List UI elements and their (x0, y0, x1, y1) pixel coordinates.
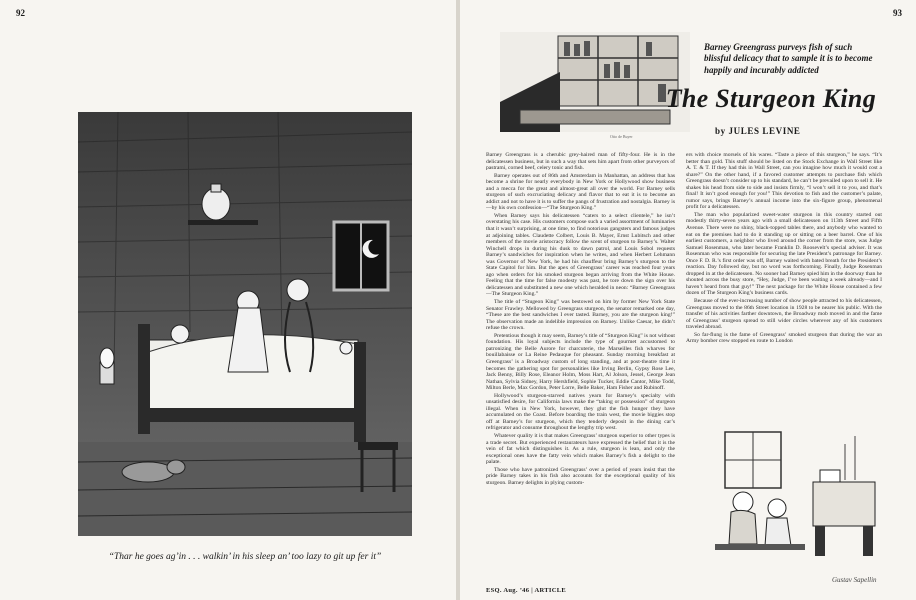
cartoon-caption: “Thar he goes ag’in . . . walkin’ in his sleep an’ too lazy to git up fer it” (108, 552, 382, 562)
body-paragraph: The man who popularized sweet-water sturgeon in this country started out modestly thirty-seven years ago with a small delicatessen on 113th Street and Fifth Avenue. There were no shiny, black-topped tables there, and anybody who wanted to eat on the premises had to do it standing up or sitting on a beer barrel. One of his earliest customers, a neighbor who lived around the corner from the store, was Judge Samuel Rosenman, who later became Franklin D. Roosevelt’s special adviser. It was Rosenman who was responsible for securing the late President’s patronage for Barney. Once F. D. R.’s first order was off, Barney waited with bated breath for the President’s reaction. Day followed day, but no word was forthcoming. Finally, Judge Rosenman dropped in at the delicatessen. No sooner had Barney spied him in the doorway than he shouted across the busy store, “Hey, Judge, I’ve been waiting a week already—and I haven’t heard from that guy!” The next package for the White House contained a few dozen of The Sturgeon King’s business cards. (686, 211, 882, 297)
body-paragraph: Hollywood’s sturgeon-starved natives yearn for Barney’s specialty with unsatisfied desire, for California laws make the “taking or possession” of sturgeon illegal. When in New York, however, they glut the fish hunger they have accumulated on the Coast. Before boarding the train west, the movie biggies stop off at Barney’s for sturgeon, which they tenderly deposit in the dining car’s refrigerator and consume throughout the lengthy trip west. (486, 392, 675, 432)
page-footer (486, 587, 566, 594)
page-number-right: 93 (893, 8, 902, 18)
body-paragraph: So far-flung is the fame of Greengrass’ smoked sturgeon that during the war an Army bomber crew stopped en route to London (686, 331, 882, 345)
left-page (0, 0, 456, 600)
footer-section: ARTICLE (534, 587, 567, 594)
body-paragraph: When Barney says his delicatessen “caters to a select clientele,” he isn’t overstating his case. His customers compose such a varied assortment of luminaries that it wasn’t surprising, at one time, to find notorious gangsters and famous judges at adjoining tables. Claudette Colbert, Louis B. Mayer, Ernst Lubitsch and other members of the movie aristocracy follow the scent of sturgeon to Barney’s. Walter Winchell drops in during his dusk to dawn patrol, and Louis Sobol requests Barney’s sandwiches for inspiration when he writes, and when Herbert Lehmann was Governor of New York, he had his chauffeur bring Barney’s sturgeon to the State Capitol for him. But the apex of Greengrass’ career was reached four years ago when orders for his smoked sturgeon began arriving from the White House. Feeling that the time for false modesty was past, he tore down the sign over his delicatessen and substituted a new one which heralded in neon: “Barney Greengrass—The Sturgeon King.” (486, 212, 675, 298)
cabin-bed-cartoon (78, 112, 412, 536)
right-page (460, 0, 916, 600)
body-paragraph: The title of “Stugeon King” was bestowed on him by former New York State Senator Frawley. Mellowed by Greengrass sturgeon, the senator remarked one day, “These are the best sandwiches I ever tasted. Barney, you are the sturgeon king!” The observation made an indelible impression on Barney. Unlike Caesar, he didn’t refuse the crown. (486, 299, 675, 332)
body-paragraph: Barney Greengrass is a cherubic grey-haired man of fifty-four. He is in the delicatessen business, but in such a way that sets him apart from other purveyors of pastrami, corned beef, celery tonic and fish. (486, 152, 675, 172)
body-paragraph: Pretentious though it may seem, Barney’s title of “Sturgeon King” is not without foundation. His loyal subjects include the type of gourmet accustomed to patronizing the Belle Aurore for charcuterie, the Marseilles fish wharves for bouillabaisse or La Reine Pedauque for pheasant. Sunday morning breakfast at Greengrass’ is a Broadway custom of long standing, and at post-theatre time it becomes the gathering spot for personalities like Irving Berlin, Gypsy Rose Lee, Jack Benny, Billy Rose, Eleanor Holm, Moss Hart, Al Jolson, Jessel, George Jean Nathan, Sylvia Sidney, Harry Hershfield, Sophie Tucker, Eddie Cantor, Mike Todd, Milton Berle, Max Gordon, Peter Lorre, Belle Baker, Ham Fisher and Rubinoff. (486, 332, 675, 392)
article-byline: by JULES LEVINE (715, 126, 801, 136)
body-paragraph: Barney operates out of 86th and Amsterdam in Manhattan, an address that has become a shrine for nearly everybody in New York or Hollywood show business and a mecca for the great and almost-great all over the world. For Barney sells sturgeon of such excruciating delicacy and flavor that to eat it is to become an addict and not to have it is to suffer the pangs of frustration and nostalgia. Barney is—by his own confession—“The Sturgeon King.” (486, 172, 675, 212)
body-column-2 (686, 152, 882, 422)
footer-issue: ESQ. Aug. ’46 (486, 587, 530, 594)
article-deck: Barney Greengrass purveys fish of such blissful delicacy that to sample it is to become happily and incurably addicted (704, 42, 873, 75)
body-paragraph: Whatever quality it is that makes Greengrass’ sturgeon superior to other types is a trade secret. But experienced restaurateurs have expressed the belief that it is the vein of fat which distinguishes it. As a rule, sturgeon is lean, and only the exceptional ones have the fatty vein which makes Barney’s fish a delight to the palate. (486, 432, 675, 466)
body-column-1 (486, 152, 675, 587)
shelves-drawing (500, 32, 690, 132)
page-number-left: 92 (16, 8, 25, 18)
body-paragraph: Those who have patronized Greengrass’ over a period of years insist that the pride Barney takes in his fish also accounts for the exceptional quality of his sturgeon. Barney delights in plying custom- (486, 466, 675, 486)
body-paragraph: Because of the ever-increasing number of show people attracted to his delicatessen, Greengrass moved to the 86th Street location in 1928 to be nearer his public. With the transfer of his activities farther downtown, the Broadway mob moved in and the fame of Greengrass’ sturgeon spread to still wider circles wherever any of his customers traveled abroad. (686, 298, 882, 331)
footer-divider: | (529, 587, 535, 594)
article-title: The Sturgeon King (665, 84, 876, 113)
illustrator-signature: Gustav Sapellin (832, 576, 877, 584)
office-sketch-illustration (695, 424, 895, 574)
cartoon-illustration (78, 112, 412, 536)
office-sketch (695, 424, 895, 574)
deli-shelves-illustration (500, 32, 690, 132)
body-paragraph: ers with choice morsels of his wares. “Taste a piece of this sturgeon,” he says. “It’s better than gold. This stuff should be listed on the Stock Exchange in Wall Street like A. T. & T. If they had this in Wall Street, can you imagine how much it would cost a share?” On the other hand, if a favored customer attempts to purchase fish which Greengrass doesn’t consider up to his standard, he can’t be prevailed upon to sell it. He shakes his head from side to side and insists firmly, “I won’t sell it to you, and that’s final! It isn’t good enough for you!” This devotion to fish and the customer’s palate, rumor says, brings Barney’s annual income into the six-figure group, phenomenal profit for a delicatessen. (686, 152, 882, 211)
photo-credit: Otto de Buyer (610, 134, 633, 139)
